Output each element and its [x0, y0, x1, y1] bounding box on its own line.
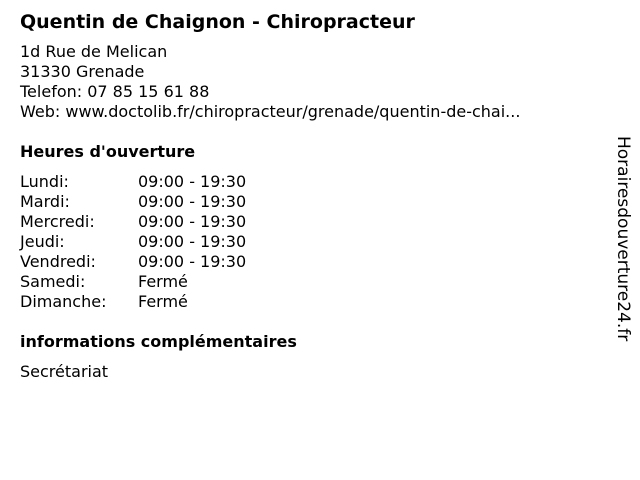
hours-row-monday	[20, 172, 600, 192]
city-postcode: 31330 Grenade	[20, 62, 145, 81]
day-hours: 09:00 - 19:30	[138, 172, 247, 191]
hours-row-tuesday	[20, 192, 600, 212]
day-label: Jeudi:	[20, 232, 65, 251]
day-hours: 09:00 - 19:30	[138, 192, 247, 211]
business-title: Quentin de Chaignon - Chiropracteur	[20, 11, 415, 33]
side-brand-watermark: Horairesdouverture24.fr	[613, 136, 633, 342]
day-hours: Fermé	[138, 272, 188, 291]
address-block	[20, 42, 600, 122]
street-address: 1d Rue de Melican	[20, 42, 168, 61]
day-hours: 09:00 - 19:30	[138, 212, 247, 231]
website-url: Web: www.doctolib.fr/chiropracteur/grenade/quentin-de-chai...	[20, 102, 521, 121]
hours-row-saturday	[20, 272, 600, 292]
opening-hours-list	[20, 172, 600, 312]
day-label: Lundi:	[20, 172, 69, 191]
day-hours: Fermé	[138, 292, 188, 311]
extra-info-heading: informations complémentaires	[20, 332, 297, 351]
day-label: Mercredi:	[20, 212, 95, 231]
extra-info-value: Secrétariat	[20, 362, 109, 381]
hours-row-wednesday	[20, 212, 600, 232]
day-hours: 09:00 - 19:30	[138, 252, 247, 271]
phone-number: Telefon: 07 85 15 61 88	[20, 82, 210, 101]
day-label: Mardi:	[20, 192, 70, 211]
day-hours: 09:00 - 19:30	[138, 232, 247, 251]
opening-hours-heading: Heures d'ouverture	[20, 142, 196, 161]
day-label: Samedi:	[20, 272, 86, 291]
day-label: Dimanche:	[20, 292, 107, 311]
day-label: Vendredi:	[20, 252, 96, 271]
business-card	[20, 10, 600, 382]
hours-row-sunday	[20, 292, 600, 312]
hours-row-thursday	[20, 232, 600, 252]
hours-row-friday	[20, 252, 600, 272]
